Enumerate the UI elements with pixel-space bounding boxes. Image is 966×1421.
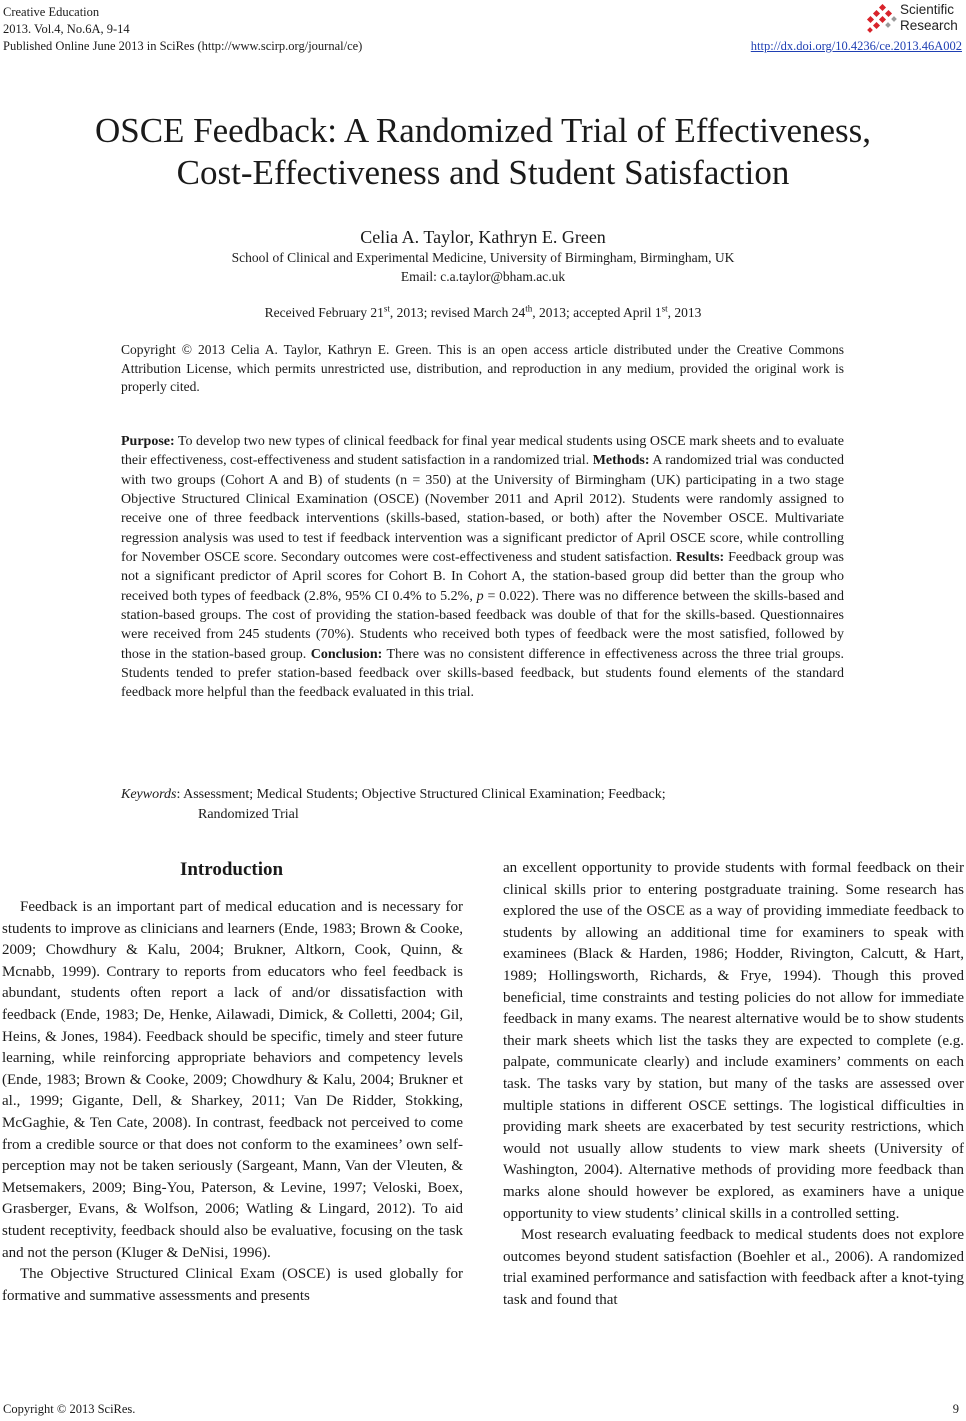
intro-paragraph-3: an excellent opportunity to provide students with formal feedback on their clinical skills prior to entering postgraduate training. Some research has explored the use of the OSCE as a way of providing immediate feedback to students by allowing an additional time for examiners to speak with examinees (Black & Harden, 1986; Hodder, Rivington, Calcutt, & Hart, 1989; Hollingsworth, Richards, & Frye, 1994). Though this proved beneficial, time constraints and testing policies do not allow for immediate feedback in many exams. The nearest alternative would be to show students their mark sheets which list the tasks they are expected to complete (e.g. palpate, communicate clearly) and include examiners’ comments on each task. The tasks vary by station, but many of the tasks are assessed over multiple stations in different OSCE settings. The logistical difficulties in providing mark sheets are exacerbated by test security restrictions, which would not usually allow students to view mark sheets (University of Washington, 2004). Alternative methods of providing more feedback than marks alone should however be explored, as examiners have a unique opportunity to view students’ clinical skills in a controlled setting.	[503, 860, 964, 1222]
logo-line-1: Scientific	[900, 2, 955, 17]
journal-volume: 2013. Vol.4, No.6A, 9-14	[3, 22, 130, 36]
copyright-notice: Copyright © 2013 Celia A. Taylor, Kathryn E. Green. This is an open access article distributed under the Creative Commons Attribution License, which permits unrestricted use, distribution, and reproduction in any medium, provided the original work is properly cited.	[121, 342, 844, 394]
scientific-research-logo-icon	[866, 4, 898, 34]
received-dates: Received February 21st, 2013; revised March 24th, 2013; accepted April 1st, 2013	[264, 303, 702, 320]
introduction-heading: Introduction	[179, 859, 284, 880]
intro-paragraph-4: Most research evaluating feedback to medical students does not explore outcomes beyond student satisfaction (Boehler et al., 2006). A randomized trial examined performance and satisfaction with feedback after a knot-tying task and found that	[503, 1227, 964, 1308]
footer-copyright: Copyright © 2013 SciRes.	[3, 1402, 136, 1416]
keywords: Keywords: Assessment; Medical Students; Objective Structured Clinical Examination; Feedback; Randomized Trial	[121, 787, 666, 822]
right-column	[503, 858, 964, 1311]
left-column	[2, 897, 463, 1307]
intro-paragraph-1: Feedback is an important part of medical education and is necessary for students to improve as clinicians and learners (Ende, 1983; Brown & Cooke, 2009; Chowdhury & Kalu, 2004; Brukner, Altkorn, Cook, Quinn, & Mcnabb, 1999). Contrary to reports from educators who feel feedback is abundant, students often report a lack of and/or dissatisfaction with feedback (Ende, 1983; De, Henke, Ailawadi, Dimick, & Colletti, 2004; Gil, Heins, & Jones, 1984). Feedback should be specific, timely and steer future learning, while reinforcing appropriate behaviors and competency levels (Ende, 1983; Brown & Cooke, 2009; Chowdhury & Kalu, 2004; Brukner et al., 1999; Gigante, Dell, & Sharkey, 2011; Van De Ridder, Stokking, McGaghie, & Ten Cate, 2008). In contrast, feedback not perceived to come from a credible source or that does not conform to the examinees’ own self-perception may not be taken seriously (Sargeant, Mann, Van der Vleuten, & Metsemakers, 2009; Bing-You, Paterson, & Levine, 1997; Veloski, Boex, Grasberger, Evans, & Wolfson, 2006; Watling & Lingard, 2012). To aid student receptivity, feedback should also be evaluative, focusing on the task and not the person (Kluger & DeNisi, 1996).	[2, 899, 463, 1261]
authors: Celia A. Taylor, Kathryn E. Green	[360, 227, 606, 247]
logo-line-2: Research	[900, 18, 958, 33]
abstract: Purpose: To develop two new types of clinical feedback for final year medical students using OSCE mark sheets and to evaluate their effectiveness, cost-effectiveness and student satisfaction in a randomized trial. Methods: A randomized trial was conducted with two groups (Cohort A and B) of students (n = 350) at the University of Birmingham (UK) participating in a two stage Objective Structured Clinical Examination (OSCE) (November 2011 and April 2012). Students were randomly assigned to receive one of three feedback interventions (skills-based, station-based, or both) after the November OSCE. Multivariate regression analysis was used to test if feedback intervention was a significant predictor of April OSCE score, while controlling for November OSCE score. Secondary outcomes were cost-effectiveness and student satisfaction. Results: Feedback group was not a significant predictor of April scores for Cohort B. In Cohort A, the station-based group did better than the group who received both types of feedback (2.8%, 95% CI 0.4% to 5.2%, p = 0.022). There was no difference between the skills-based and station-based groups. The cost of providing the station-based feedback was double of that for the skills-based. Questionnaires were received from 245 students (70%). Students who received both types of feedback were the most satisfied, followed by those in the station-based group. Conclusion: There was no consistent difference in effectiveness across the three trial groups. Students tended to prefer station-based feedback over skills-based feedback, but students found elements of the standard feedback more helpful than the feedback evaluated in this trial.	[121, 434, 845, 701]
publisher-logo	[866, 2, 962, 36]
paper-title-line-2: Cost-Effectiveness and Student Satisfaction	[176, 153, 790, 192]
paper-title-line-1: OSCE Feedback: A Randomized Trial of Effectiveness,	[94, 111, 872, 150]
intro-paragraph-2: The Objective Structured Clinical Exam (OSCE) is used globally for formative and summative assessments and presents	[2, 1266, 463, 1304]
affiliation: School of Clinical and Experimental Medicine, University of Birmingham, Birmingham, UK	[231, 250, 735, 265]
doi-link[interactable]: http://dx.doi.org/10.4236/ce.2013.46A002	[750, 39, 962, 53]
page-number: 9	[952, 1402, 959, 1416]
published-online: Published Online June 2013 in SciRes (http://www.scirp.org/journal/ce)	[3, 39, 363, 53]
journal-name: Creative Education	[3, 5, 100, 19]
email: Email: c.a.taylor@bham.ac.uk	[400, 269, 566, 284]
